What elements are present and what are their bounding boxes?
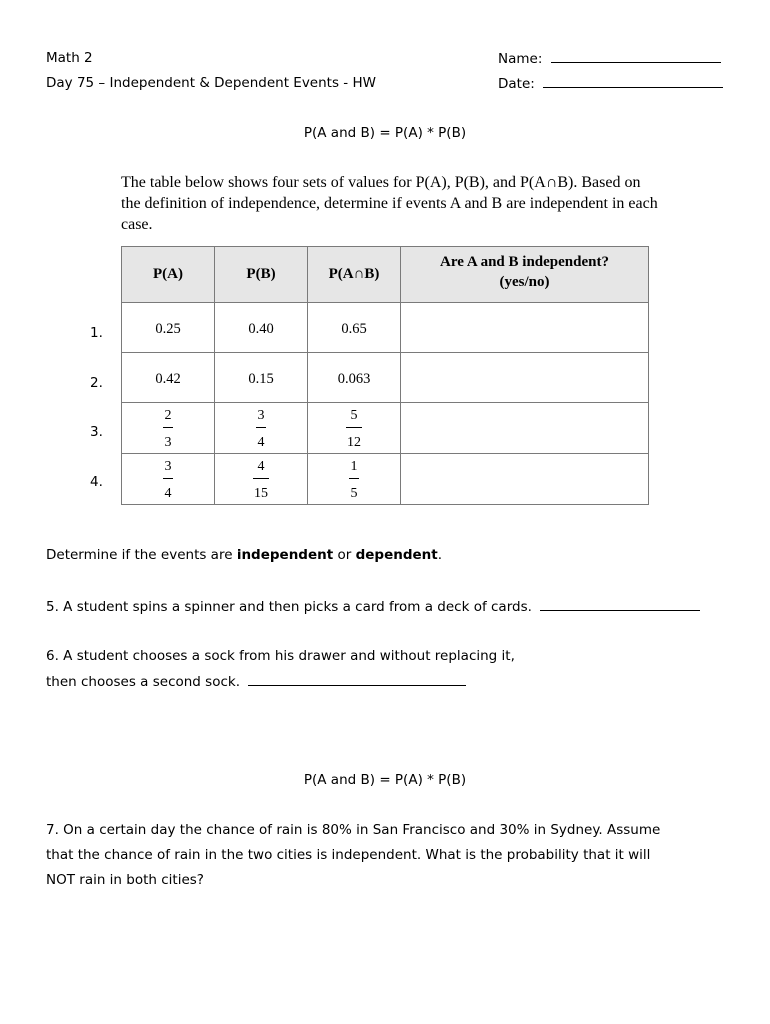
row-number: 3. xyxy=(90,424,103,440)
numerator: 3 xyxy=(164,458,172,474)
fraction xyxy=(253,459,269,501)
denominator: 4 xyxy=(257,434,265,450)
denominator: 4 xyxy=(164,485,172,501)
numerator: 2 xyxy=(164,407,172,423)
cell-pab: 0.063 xyxy=(308,353,401,403)
numerator: 4 xyxy=(257,458,265,474)
determine-instruction xyxy=(46,547,442,563)
denominator: 15 xyxy=(254,485,268,501)
date-blank[interactable] xyxy=(543,75,723,88)
question-6-text: then chooses a second sock. xyxy=(46,674,240,690)
numerator: 3 xyxy=(257,407,265,423)
determine-mid: or xyxy=(333,547,356,563)
header-pb: P(B) xyxy=(215,247,308,303)
denominator: 3 xyxy=(164,434,172,450)
name-blank[interactable] xyxy=(551,50,721,63)
row-number: 2. xyxy=(90,375,103,391)
name-field[interactable] xyxy=(498,50,721,67)
answer-cell[interactable] xyxy=(401,353,649,403)
date-field[interactable] xyxy=(498,75,723,92)
fraction xyxy=(163,408,173,450)
formula-repeat: P(A and B) = P(A) * P(B) xyxy=(303,772,467,788)
table-header-row xyxy=(122,247,649,303)
cell-pa: 0.25 xyxy=(122,303,215,353)
cell-pb xyxy=(215,403,308,454)
question-7-line2: that the chance of rain in the two cities is independent. What is the probability that it will xyxy=(46,847,651,863)
numerator: 5 xyxy=(350,407,358,423)
header-pa: P(A) xyxy=(122,247,215,303)
cell-pab xyxy=(308,454,401,505)
fraction xyxy=(256,408,266,450)
row-number: 4. xyxy=(90,474,103,490)
table-row xyxy=(122,303,649,353)
answer-blank-6[interactable] xyxy=(248,673,466,686)
word-dependent: dependent xyxy=(355,547,438,563)
table-row xyxy=(122,454,649,505)
numerator: 1 xyxy=(350,458,358,474)
answer-cell[interactable] xyxy=(401,303,649,353)
denominator: 5 xyxy=(350,485,358,501)
answer-cell[interactable] xyxy=(401,403,649,454)
determine-prefix: Determine if the events are xyxy=(46,547,237,563)
question-6-line2 xyxy=(46,673,466,690)
formula: P(A and B) = P(A) * P(B) xyxy=(303,125,467,141)
determine-suffix: . xyxy=(437,547,443,563)
question-7-line1: 7. On a certain day the chance of rain is 80% in San Francisco and 30% in Sydney. Assume xyxy=(46,822,661,838)
question-6-line1: 6. A student chooses a sock from his drawer and without replacing it, xyxy=(46,648,515,664)
word-independent: independent xyxy=(236,547,334,563)
answer-blank-5[interactable] xyxy=(540,598,700,611)
question-5-text: 5. A student spins a spinner and then picks a card from a deck of cards. xyxy=(46,599,532,615)
cell-pab xyxy=(308,403,401,454)
question-5 xyxy=(46,598,700,615)
header-pab: P(A∩B) xyxy=(308,247,401,303)
question-7-line3: NOT rain in both cities? xyxy=(46,872,204,888)
name-label: Name: xyxy=(498,51,543,67)
header-independent xyxy=(401,247,649,303)
cell-pa: 0.42 xyxy=(122,353,215,403)
cell-pa xyxy=(122,403,215,454)
fraction xyxy=(349,459,359,501)
date-label: Date: xyxy=(498,76,535,92)
cell-pb: 0.40 xyxy=(215,303,308,353)
cell-pb: 0.15 xyxy=(215,353,308,403)
table-row xyxy=(122,403,649,454)
fraction xyxy=(163,459,173,501)
worksheet-title: Day 75 – Independent & Dependent Events - HW xyxy=(46,75,376,91)
probability-table xyxy=(121,246,649,505)
cell-pab: 0.65 xyxy=(308,303,401,353)
table-row xyxy=(122,353,649,403)
fraction xyxy=(346,408,362,450)
header-independent-text: Are A and B independent? (yes/no) xyxy=(440,254,609,290)
course-label: Math 2 xyxy=(46,50,93,66)
denominator: 12 xyxy=(347,434,361,450)
table-instructions: The table below shows four sets of values for P(A), P(B), and P(A∩B). Based on the definition of independence, determine if events A and B are independent in each case. xyxy=(121,174,658,233)
cell-pa xyxy=(122,454,215,505)
row-number: 1. xyxy=(90,325,103,341)
answer-cell[interactable] xyxy=(401,454,649,505)
cell-pb xyxy=(215,454,308,505)
